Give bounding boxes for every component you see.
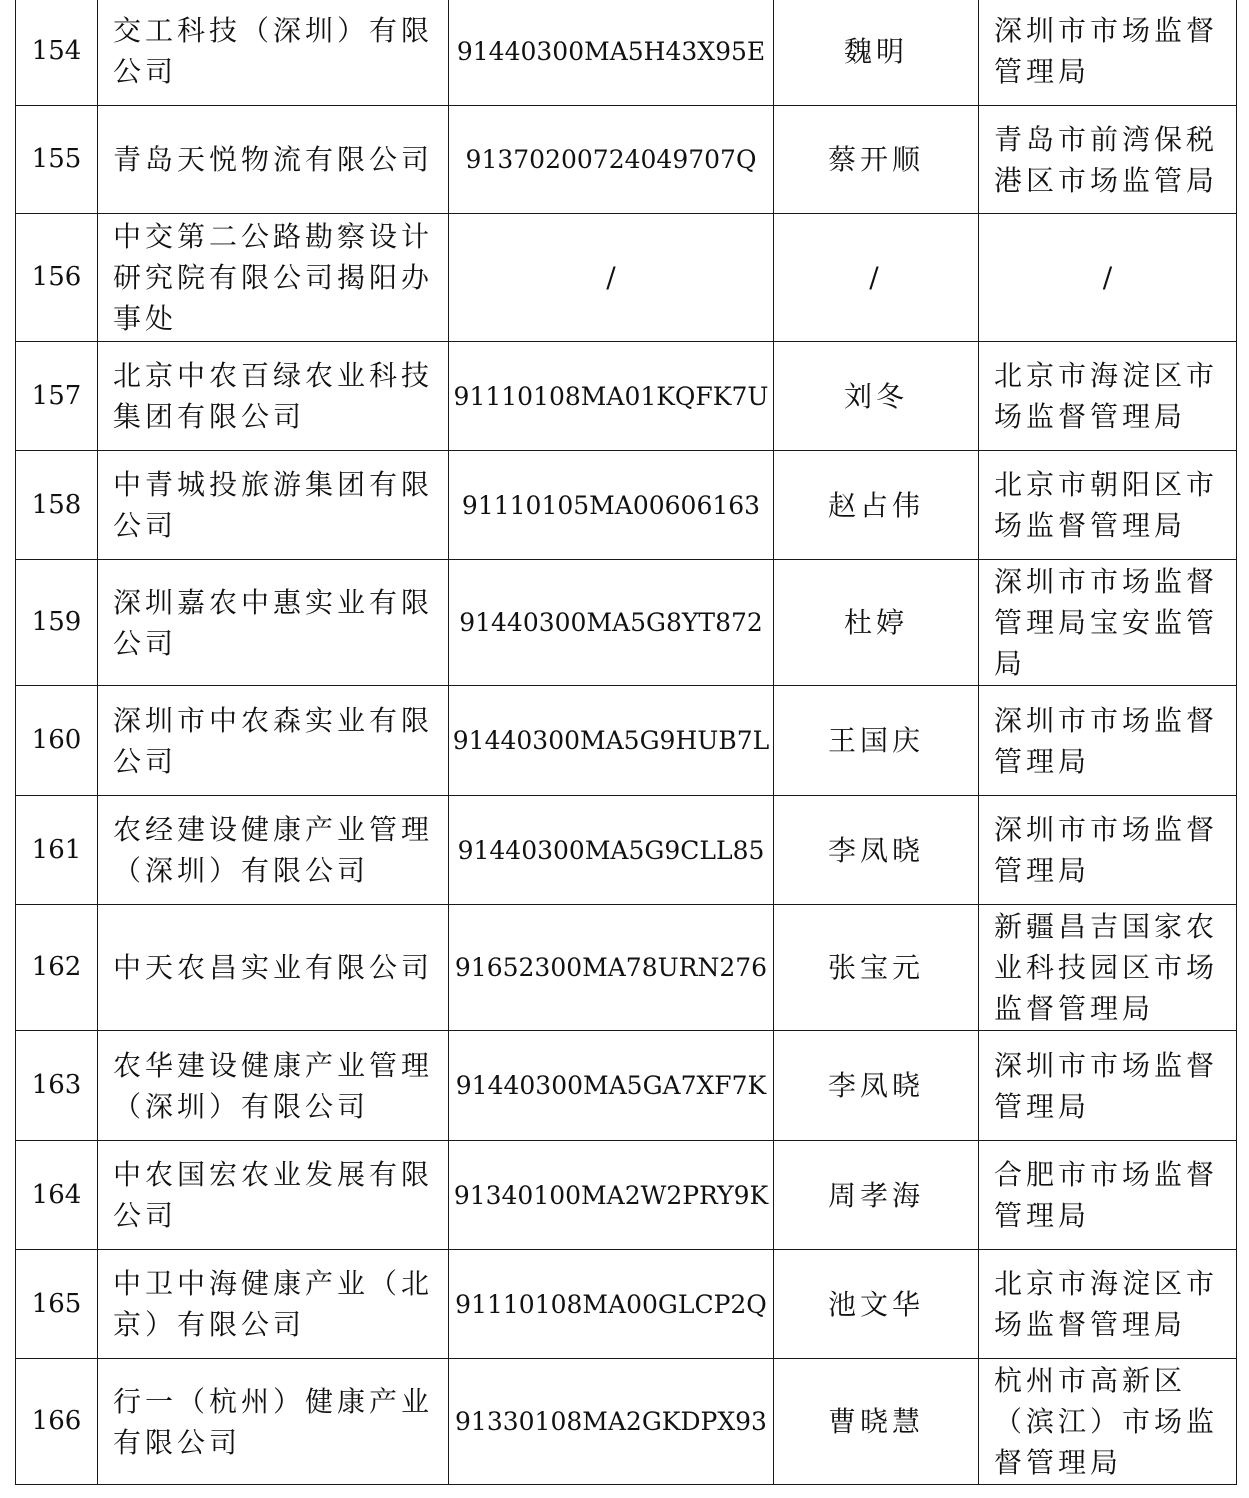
row-number: 163 [16, 1031, 98, 1141]
registration-authority: 合肥市市场监督管理局 [979, 1141, 1237, 1250]
registration-authority: 深圳市市场监督管理局 [979, 686, 1237, 796]
table-row [16, 1031, 1237, 1141]
row-number: 155 [16, 106, 98, 214]
legal-representative: 刘冬 [774, 342, 979, 451]
legal-representative: 王国庆 [774, 686, 979, 796]
registration-authority: 青岛市前湾保税港区市场监管局 [979, 106, 1237, 214]
company-name: 行一（杭州）健康产业有限公司 [98, 1359, 449, 1485]
legal-representative: 李凤晓 [774, 1031, 979, 1141]
table-row [16, 1359, 1237, 1485]
row-number: 166 [16, 1359, 98, 1485]
credit-code: 91110108MA01KQFK7U [449, 342, 774, 451]
legal-representative: 李凤晓 [774, 796, 979, 905]
registration-authority: 深圳市市场监督管理局 [979, 0, 1237, 106]
company-name: 中天农昌实业有限公司 [98, 905, 449, 1031]
table-row [16, 214, 1237, 342]
credit-code: / [449, 214, 774, 342]
table-row [16, 1141, 1237, 1250]
registration-authority: 深圳市市场监督管理局 [979, 796, 1237, 905]
row-number: 156 [16, 214, 98, 342]
row-number: 161 [16, 796, 98, 905]
company-name: 交工科技（深圳）有限公司 [98, 0, 449, 106]
registration-authority: 深圳市市场监督管理局宝安监管局 [979, 560, 1237, 686]
table-row [16, 106, 1237, 214]
table-row [16, 0, 1237, 106]
registration-authority: 杭州市高新区（滨江）市场监督管理局 [979, 1359, 1237, 1485]
legal-representative: 曹晓慧 [774, 1359, 979, 1485]
company-name: 北京中农百绿农业科技集团有限公司 [98, 342, 449, 451]
credit-code: 91110105MA00606163 [449, 451, 774, 560]
company-name: 中青城投旅游集团有限公司 [98, 451, 449, 560]
credit-code: 91340100MA2W2PRY9K [449, 1141, 774, 1250]
company-name: 深圳市中农森实业有限公司 [98, 686, 449, 796]
legal-representative: 杜婷 [774, 560, 979, 686]
row-number: 157 [16, 342, 98, 451]
row-number: 160 [16, 686, 98, 796]
table-row [16, 905, 1237, 1031]
credit-code: 91440300MA5G9CLL85 [449, 796, 774, 905]
legal-representative: 赵占伟 [774, 451, 979, 560]
company-name: 农华建设健康产业管理（深圳）有限公司 [98, 1031, 449, 1141]
credit-code: 91110108MA00GLCP2Q [449, 1250, 774, 1359]
company-name: 中卫中海健康产业（北京）有限公司 [98, 1250, 449, 1359]
legal-representative: 张宝元 [774, 905, 979, 1031]
row-number: 164 [16, 1141, 98, 1250]
table-row [16, 796, 1237, 905]
credit-code: 91440300MA5H43X95E [449, 0, 774, 106]
company-name: 中交第二公路勘察设计研究院有限公司揭阳办事处 [98, 214, 449, 342]
row-number: 158 [16, 451, 98, 560]
registration-authority: / [979, 214, 1237, 342]
table-row [16, 560, 1237, 686]
company-registry-table [15, 0, 1237, 1485]
registration-authority: 北京市海淀区市场监督管理局 [979, 342, 1237, 451]
registration-authority: 新疆昌吉国家农业科技园区市场监督管理局 [979, 905, 1237, 1031]
registration-authority: 北京市朝阳区市场监督管理局 [979, 451, 1237, 560]
company-name: 青岛天悦物流有限公司 [98, 106, 449, 214]
company-name: 深圳嘉农中惠实业有限公司 [98, 560, 449, 686]
legal-representative: 周孝海 [774, 1141, 979, 1250]
table-row [16, 1250, 1237, 1359]
table-row [16, 686, 1237, 796]
legal-representative: / [774, 214, 979, 342]
registration-authority: 深圳市市场监督管理局 [979, 1031, 1237, 1141]
legal-representative: 蔡开顺 [774, 106, 979, 214]
row-number: 162 [16, 905, 98, 1031]
table-row [16, 451, 1237, 560]
credit-code: 91440300MA5G8YT872 [449, 560, 774, 686]
company-name: 农经建设健康产业管理（深圳）有限公司 [98, 796, 449, 905]
legal-representative: 池文华 [774, 1250, 979, 1359]
company-name: 中农国宏农业发展有限公司 [98, 1141, 449, 1250]
credit-code: 91440300MA5G9HUB7L [449, 686, 774, 796]
credit-code: 91440300MA5GA7XF7K [449, 1031, 774, 1141]
registration-authority: 北京市海淀区市场监督管理局 [979, 1250, 1237, 1359]
credit-code: 91370200724049707Q [449, 106, 774, 214]
row-number: 159 [16, 560, 98, 686]
table-row [16, 342, 1237, 451]
credit-code: 91330108MA2GKDPX93 [449, 1359, 774, 1485]
row-number: 154 [16, 0, 98, 106]
credit-code: 91652300MA78URN276 [449, 905, 774, 1031]
row-number: 165 [16, 1250, 98, 1359]
legal-representative: 魏明 [774, 0, 979, 106]
